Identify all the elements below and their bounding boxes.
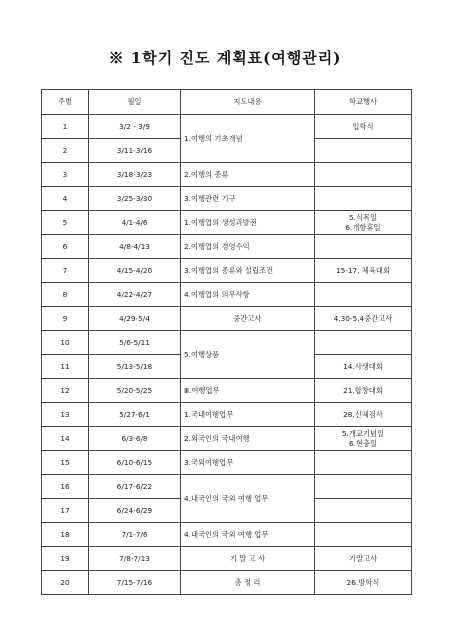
event-cell (315, 163, 412, 187)
date-cell: 5/6-5/11 (89, 331, 181, 355)
content-cell: 총 정 리 (181, 571, 315, 595)
table-row (42, 187, 412, 211)
content-cell: 3.여행관련 기구 (181, 187, 315, 211)
week-cell: 3 (42, 163, 89, 187)
week-cell: 16 (42, 475, 89, 499)
week-cell: 19 (42, 547, 89, 571)
date-cell: 6/24-6/29 (89, 499, 181, 523)
date-cell: 5/13-5/18 (89, 355, 181, 379)
content-cell: 2.외국인의 국내여행 (181, 427, 315, 451)
page-title: ※ 1학기 진도 계획표(여행관리) (108, 49, 342, 67)
date-cell: 3/11-3/16 (89, 139, 181, 163)
week-cell: 13 (42, 403, 89, 427)
week-cell: 15 (42, 451, 89, 475)
header-events: 학교행사 (315, 90, 412, 115)
table-row (42, 307, 412, 331)
header-week: 주별 (42, 90, 89, 115)
table-row (42, 427, 412, 451)
week-cell: 11 (42, 355, 89, 379)
week-cell: 20 (42, 571, 89, 595)
content-cell: Ⅲ.여행업무 (181, 379, 315, 403)
date-cell: 4/8-4/13 (89, 235, 181, 259)
week-cell: 14 (42, 427, 89, 451)
event-cell (315, 211, 412, 235)
event-cell (315, 427, 412, 451)
content-cell: 4.내국인의 국외 여행 업무 (181, 475, 315, 523)
event-cell: 26.방학식 (315, 571, 412, 595)
week-cell: 4 (42, 187, 89, 211)
content-cell: 3.여행업의 종류와 설립조건 (181, 259, 315, 283)
date-cell: 7/1-7/6 (89, 523, 181, 547)
table-row (42, 211, 412, 235)
header-content: 지도내용 (181, 90, 315, 115)
content-cell: 기 말 고 사 (181, 547, 315, 571)
event-cell (315, 499, 412, 523)
content-cell: 2.여행의 종류 (181, 163, 315, 187)
date-cell: 5/20-5/25 (89, 379, 181, 403)
schedule-table (41, 89, 412, 595)
content-cell: 5.여행상품 (181, 331, 315, 379)
table-row (42, 331, 412, 355)
content-cell: 중간고사 (181, 307, 315, 331)
table-row (42, 259, 412, 283)
table-row (42, 571, 412, 595)
event-cell (315, 475, 412, 499)
week-cell: 12 (42, 379, 89, 403)
header-date: 월일 (89, 90, 181, 115)
content-cell: 1.국내여행업무 (181, 403, 315, 427)
date-cell: 6/10-6/15 (89, 451, 181, 475)
event-cell: 14.사생대회 (315, 355, 412, 379)
week-cell: 17 (42, 499, 89, 523)
week-cell: 10 (42, 331, 89, 355)
date-cell: 7/8-7/13 (89, 547, 181, 571)
event-cell (315, 139, 412, 163)
date-cell: 4/22-4/27 (89, 283, 181, 307)
event-cell: 4.30-5.4중간고사 (315, 307, 412, 331)
date-cell: 4/1-4/6 (89, 211, 181, 235)
content-cell: 2.여행업의 경영수익 (181, 235, 315, 259)
date-cell: 6/17-6/22 (89, 475, 181, 499)
event-cell (315, 451, 412, 475)
event-line: 6.개항휴일 (345, 222, 381, 232)
week-cell: 1 (42, 115, 89, 139)
week-cell: 2 (42, 139, 89, 163)
table-row (42, 451, 412, 475)
table-row (42, 547, 412, 571)
event-cell: 15-17. 체육대회 (315, 259, 412, 283)
date-cell: 3/25-3/30 (89, 187, 181, 211)
table-row (42, 163, 412, 187)
date-cell: 7/15-7/16 (89, 571, 181, 595)
event-cell: 입학식 (315, 115, 412, 139)
content-cell: 1.여행업의 생성과발전 (181, 211, 315, 235)
date-cell: 3/18-3/23 (89, 163, 181, 187)
date-cell: 6/3-6/8 (89, 427, 181, 451)
week-cell: 6 (42, 235, 89, 259)
date-cell: 4/29-5/4 (89, 307, 181, 331)
table-row (42, 475, 412, 499)
content-cell: 4.내국인의 국외 여행 업무 (181, 523, 315, 547)
content-cell: 4.여행업의 의무사항 (181, 283, 315, 307)
table-row (42, 523, 412, 547)
event-line: 5.개교기념일 (341, 428, 385, 438)
week-cell: 9 (42, 307, 89, 331)
event-cell: 21.합창대회 (315, 379, 412, 403)
date-cell: 4/15-4/20 (89, 259, 181, 283)
week-cell: 7 (42, 259, 89, 283)
event-line: 5.식목일 (348, 212, 378, 222)
event-cell (315, 235, 412, 259)
table-row (42, 403, 412, 427)
week-cell: 8 (42, 283, 89, 307)
header-row (42, 90, 412, 115)
content-cell: 1.여행의 기초개념 (181, 115, 315, 163)
table-row (42, 283, 412, 307)
event-cell: 기말고사 (315, 547, 412, 571)
event-cell (315, 187, 412, 211)
event-cell (315, 523, 412, 547)
event-line: 6.현충일 (348, 438, 378, 448)
table-row (42, 115, 412, 139)
week-cell: 18 (42, 523, 89, 547)
event-cell (315, 283, 412, 307)
date-cell: 5/27-6/1 (89, 403, 181, 427)
content-cell: 3.국외여행업무 (181, 451, 315, 475)
event-cell (315, 331, 412, 355)
week-cell: 5 (42, 211, 89, 235)
event-cell: 28.신체검사 (315, 403, 412, 427)
table-row (42, 379, 412, 403)
table-row (42, 235, 412, 259)
date-cell: 3/2 - 3/9 (89, 115, 181, 139)
